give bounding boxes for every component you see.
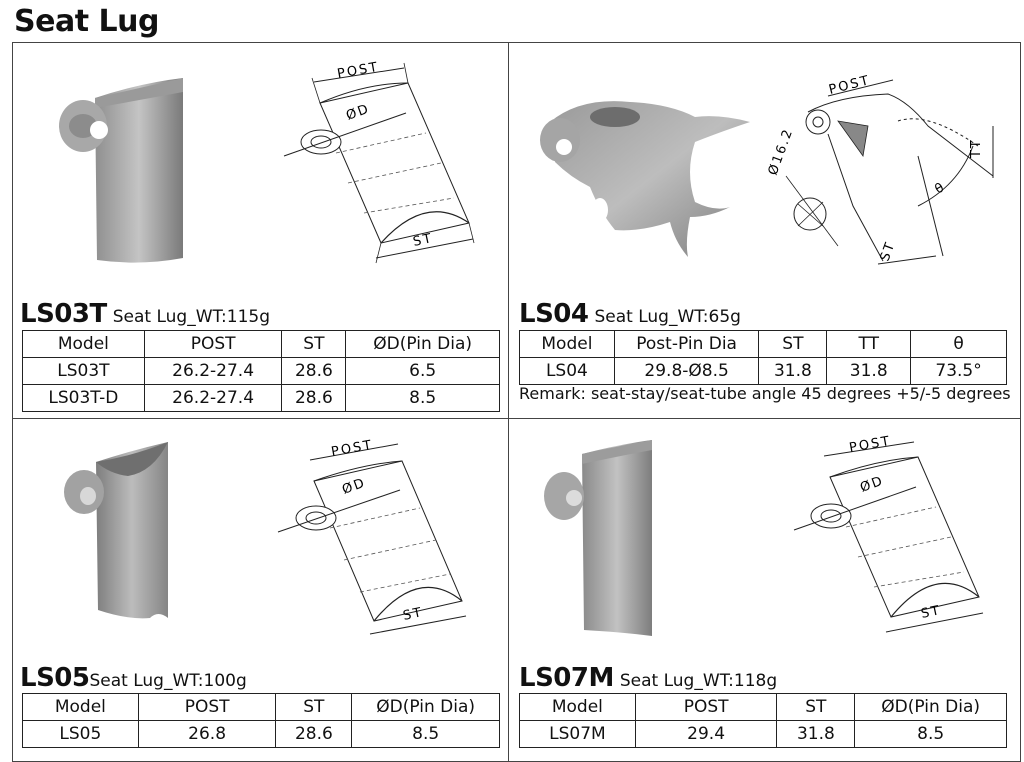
table-header-cell: ST: [282, 331, 346, 358]
ls05-post-label: POST: [330, 437, 375, 460]
table-cell: 26.2-27.4: [144, 385, 282, 412]
ls04-product-photo: [520, 92, 760, 262]
table-header-cell: POST: [138, 694, 276, 721]
table-header-row: [23, 331, 500, 358]
table-header-cell: ST: [759, 331, 827, 358]
ls04-remark: Remark: seat-stay/seat-tube angle 45 degrees +5/-5 degrees: [519, 384, 1011, 403]
table-header-cell: ST: [276, 694, 352, 721]
table-row: [23, 358, 500, 385]
ls07m-spec-table: [519, 693, 1007, 748]
ls03t-post-label: POST: [336, 59, 381, 82]
ls05-dimension-drawing: [274, 436, 494, 646]
table-header-cell: POST: [635, 694, 777, 721]
ls04-post-label: POST: [827, 73, 872, 98]
table-cell: 28.6: [276, 721, 352, 748]
ls07m-weight: Seat Lug_WT:118g: [619, 671, 778, 691]
ls07m-heading: [519, 663, 777, 693]
ls03t-weight: Seat Lug_WT:115g: [112, 307, 270, 327]
page-title: Seat Lug: [14, 4, 159, 39]
ls04-model-code: LS04: [519, 299, 589, 329]
ls05-st-label: ST: [401, 605, 425, 624]
table-header-cell: Model: [23, 331, 145, 358]
table-header-cell: ØD(Pin Dia): [346, 331, 500, 358]
table-header-cell: Model: [520, 694, 636, 721]
table-cell: 29.4: [635, 721, 777, 748]
table-cell: 26.8: [138, 721, 276, 748]
ls05-spec-table: [22, 693, 500, 748]
table-header-row: [520, 331, 1007, 358]
ls04-tt-label: TT: [969, 138, 984, 158]
table-cell: LS07M: [520, 721, 636, 748]
table-header-cell: TT: [827, 331, 911, 358]
ls07m-post-label: POST: [848, 433, 893, 456]
ls04-theta-label: θ: [932, 179, 949, 198]
table-header-row: [520, 694, 1007, 721]
table-cell: 8.5: [352, 721, 500, 748]
ls04-heading: [519, 299, 741, 329]
table-cell: 8.5: [346, 385, 500, 412]
table-cell: 73.5°: [911, 358, 1007, 385]
ls04-weight: Seat Lug_WT:65g: [594, 307, 741, 327]
ls03t-st-label: ST: [411, 231, 435, 250]
ls04-dia-label: Ø16.2: [765, 126, 797, 178]
ls07m-st-label: ST: [919, 603, 943, 622]
table-cell: 31.8: [827, 358, 911, 385]
ls05-product-photo: [58, 442, 198, 622]
table-row: [520, 721, 1007, 748]
table-cell: LS05: [23, 721, 139, 748]
ls07m-dimension-drawing: [786, 432, 1006, 642]
ls05-weight: Seat Lug_WT:100g: [89, 671, 247, 691]
table-header-cell: Post-Pin Dia: [614, 331, 759, 358]
table-row: [23, 721, 500, 748]
table-header-cell: POST: [144, 331, 282, 358]
ls04-spec-table: [519, 330, 1007, 385]
table-header-cell: ST: [777, 694, 855, 721]
table-cell: 6.5: [346, 358, 500, 385]
ls07m-model-code: LS07M: [519, 663, 614, 693]
table-header-cell: ØD(Pin Dia): [855, 694, 1007, 721]
ls04-st-label: ST: [877, 239, 899, 264]
table-cell: 29.8-Ø8.5: [614, 358, 759, 385]
ls04-dimension-drawing: [765, 66, 1008, 276]
table-row: [23, 385, 500, 412]
table-cell: 31.8: [777, 721, 855, 748]
table-header-row: [23, 694, 500, 721]
table-cell: 8.5: [855, 721, 1007, 748]
table-header-cell: Model: [520, 331, 615, 358]
table-cell: 28.6: [282, 358, 346, 385]
ls03t-dimension-drawing: [276, 58, 496, 268]
ls05-pin-dia-label: ØD: [340, 475, 369, 498]
table-cell: LS04: [520, 358, 615, 385]
ls07m-product-photo: [540, 440, 680, 640]
panel-divider-vertical: [508, 42, 509, 762]
ls03t-product-photo: [55, 78, 215, 268]
table-row: [520, 358, 1007, 385]
ls03t-spec-table: [22, 330, 500, 412]
ls05-model-code: LS05: [20, 663, 90, 693]
table-cell: 26.2-27.4: [144, 358, 282, 385]
table-cell: LS03T: [23, 358, 145, 385]
panel-divider-horizontal: [12, 418, 1021, 419]
ls03t-pin-dia-label: ØD: [344, 101, 373, 124]
table-cell: LS03T-D: [23, 385, 145, 412]
table-cell: 28.6: [282, 385, 346, 412]
table-header-cell: ØD(Pin Dia): [352, 694, 500, 721]
table-header-cell: Model: [23, 694, 139, 721]
ls07m-pin-dia-label: ØD: [858, 473, 887, 496]
table-cell: 31.8: [759, 358, 827, 385]
ls03t-heading: [20, 299, 270, 329]
table-header-cell: θ: [911, 331, 1007, 358]
ls03t-model-code: LS03T: [20, 299, 107, 329]
ls05-heading: [20, 663, 247, 693]
